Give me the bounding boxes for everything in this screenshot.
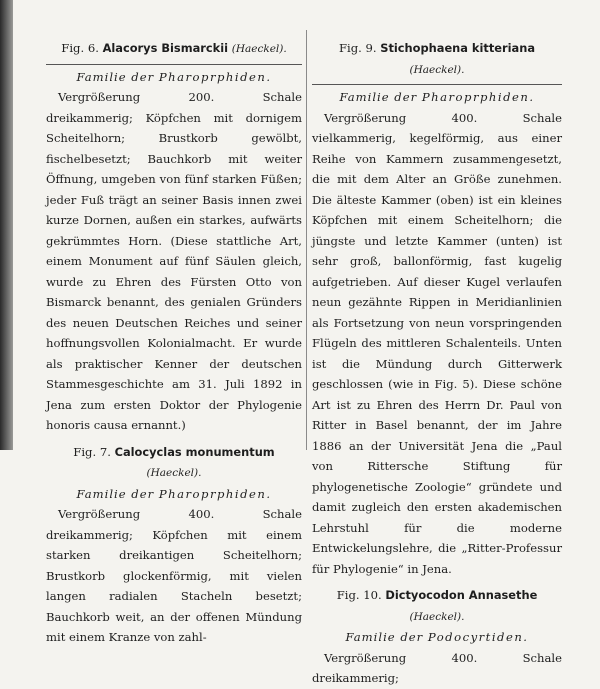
species-name: Calocyclas monumentum <box>114 444 275 459</box>
species-author: (Haeckel). <box>409 63 465 76</box>
entry-heading <box>312 585 562 627</box>
column-divider <box>306 30 307 450</box>
entry-description: Vergrößerung 400. Schale dreikammerig; Köpfchen mit einem starken dreikantigen Scheitelhorn; Brustkorb glockenförmig, mit vielen langen radialen Stacheln besetzt; Bauchkorb weit, an der offenen Mündung mit einem Kranze von zahl- <box>46 507 302 644</box>
entry-fig-7 <box>46 442 302 648</box>
page-binding-shadow <box>0 0 13 450</box>
figure-number: Fig. 7. <box>73 444 111 459</box>
entry-description: Vergrößerung 200. Schale dreikammerig; Köpfchen mit dornigem Scheitelhorn; Brustkorb gewölbt, fischelbesetzt; Bauchkorb mit weiter Öffnung, umgeben von fünf starken Füßen; jeder Fuß trägt an seiner Basis innen zwei kurze Dornen, außen ein starkes, aufwärts gekrümmtes Horn. (Diese stattliche Art, einem Monument auf fünf Säulen gleich, wurde zu Ehren des Fürsten Otto von Bismarck benannt, des genialen Gründers des neuen Deutschen Reiches und seiner hoffnungsvollen Kolonialmacht. Er wurde als praktischer Kenner der deutschen Stammesgeschichte am 31. Juli 1892 in Jena zum ersten Doktor der Phylogenie honoris causa ernannt.) <box>46 90 302 432</box>
species-author: (Haeckel). <box>409 610 465 623</box>
family-name: Pharoprphiden. <box>158 69 272 84</box>
figure-number: Fig. 10. <box>336 588 382 602</box>
family-prefix: Familie der <box>339 90 418 104</box>
family-line <box>312 627 562 648</box>
entry-fig-6 <box>46 38 302 436</box>
entry-fig-10 <box>312 585 562 689</box>
entry-heading <box>312 38 562 80</box>
heading-rule <box>312 84 562 85</box>
entry-description: Vergrößerung 400. Schale vielkammerig, kegelförmig, aus einer Reihe von Kammern zusammengesetzt, die mit dem Alter an Größe zunehmen. Die älteste Kammer (oben) ist ein kleines Köpfchen mit einem Scheitelhorn; die jüngste und letzte Kammer (unten) ist sehr groß, ballonförmig, fast kugelig aufgetrieben. Auf dieser Kugel verlaufen neun gezähnte Rippen in Meridianlinien als Fortsetzung von neun vorspringenden Flügeln des mittleren Schalenteils. Unten ist die Mündung durch Gitterwerk geschlossen (wie in Fig. 5). Diese schöne Art ist zu Ehren des Herrn Dr. Paul von Ritter in Basel benannt, der im Jahre 1886 an der Universität Jena die „Paul von Rittersche Stiftung für phylogenetische Zoologie“ gründete und damit zugleich den ersten akademischen Lehrstuhl für die moderne Entwickelungslehre, die „Ritter-Professur für Phylogenie“ in Jena. <box>312 110 562 576</box>
figure-number: Fig. 6. <box>61 41 99 55</box>
species-name: Dictyocodon Annasethe <box>385 588 538 602</box>
family-prefix: Familie der <box>345 630 424 644</box>
family-line <box>312 87 562 108</box>
right-column <box>312 0 562 689</box>
entry-heading <box>46 442 302 484</box>
family-prefix: Familie der <box>76 69 155 84</box>
family-line <box>46 484 302 505</box>
species-name: Stichophaena kitteriana <box>380 41 536 55</box>
left-column <box>46 0 302 648</box>
heading-rule <box>46 64 302 65</box>
family-line <box>46 67 302 88</box>
species-author: (Haeckel). <box>146 467 202 479</box>
family-name: Pharoprphiden. <box>158 486 272 501</box>
entry-heading <box>46 38 302 60</box>
entry-description: Vergrößerung 400. Schale dreikammerig; <box>312 650 562 685</box>
entry-fig-9 <box>312 38 562 579</box>
family-name: Podocyrtiden. <box>427 630 529 644</box>
species-name: Alacorys Bismarckii <box>102 41 229 55</box>
figure-number: Fig. 9. <box>338 41 377 55</box>
family-prefix: Familie der <box>76 486 155 501</box>
species-author: (Haeckel). <box>231 43 287 55</box>
family-name: Pharoprphiden. <box>421 90 535 104</box>
